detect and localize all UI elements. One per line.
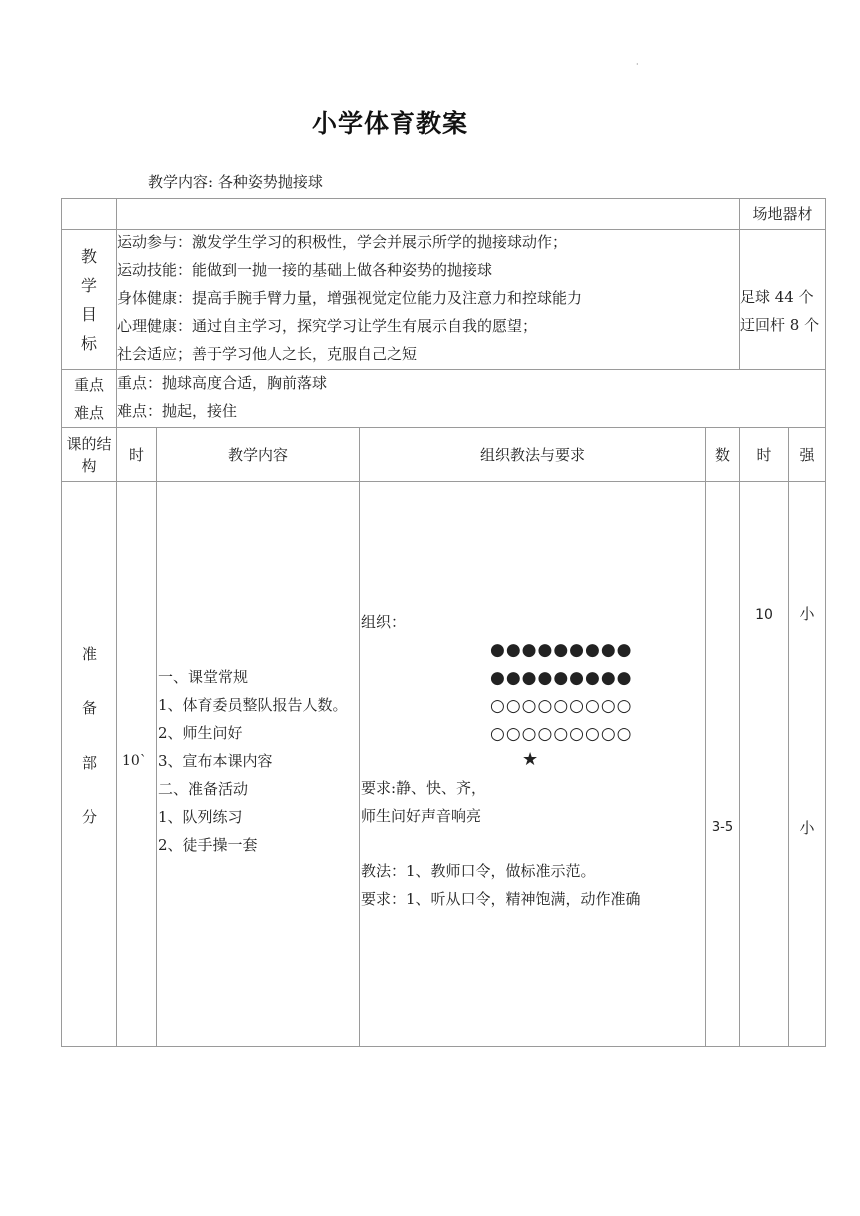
method-line: 要求：1、听从口令，精神饱满，动作准确 [361,890,641,908]
organization-label: 组织： [361,613,407,631]
prep-count: 3-5 [711,820,734,835]
formation-row-hollow: ○○○○○○○○○ [490,724,633,744]
prep-content-line: 2、师生问好 [158,724,243,742]
goals-label-char: 标 [80,333,97,353]
prep-content [158,663,363,863]
prep-label [62,482,116,1046]
key-points-label-line: 重点 [73,375,104,394]
header-structure-line: 构 [81,456,97,475]
header-structure-line: 课的结 [66,434,112,453]
header-intensity: 强 [799,445,815,464]
header-count: 数 [714,445,730,464]
key-points-label [62,370,116,427]
goal-line: 心理健康：通过自主学习，探究学习让学生有展示自我的愿望； [117,317,538,335]
formation-row-hollow: ○○○○○○○○○ [490,696,633,716]
header-time: 时 [128,445,144,464]
prep-intensity: 小 [799,605,815,623]
header-method: 组织教法与要求 [479,445,585,464]
requirement-line: 师生问好声音响亮 [361,807,482,825]
formation-row-filled: ●●●●●●●●● [490,640,633,660]
prep-time: 10` [122,753,147,769]
equipment-header: 场地器材 [752,205,813,223]
teacher-star-icon: ★ [522,749,539,770]
key-point-line: 重点：抛球高度合适，胸前落球 [117,374,328,392]
prep-content-line: 一、课堂常规 [158,668,249,686]
prep-content-line: 1、队列练习 [158,808,243,826]
goals-label [62,230,116,369]
requirement-line: 要求:静、快、齐， [361,779,487,797]
method-line: 教法：1、教师口令，做标准示范。 [361,862,596,880]
prep-label-char: 部 [82,754,98,772]
prep-content-line: 二、准备活动 [158,780,249,798]
page-title: 小学体育教案 [311,109,468,138]
goals-label-char: 目 [80,304,97,324]
equipment-item: 足球 44 个 [740,288,814,306]
goal-line: 运动参与：激发学生学习的积极性，学会并展示所学的抛接球动作； [117,233,568,251]
goal-line: 身体健康：提高手腕手臂力量，增强视觉定位能力及注意力和控球能力 [117,289,583,307]
goal-line: 社会适应；善于学习他人之长，克服自己之短 [117,345,418,363]
prep-label-char: 备 [82,699,98,717]
prep-content-line: 1、体育委员整队报告人数。 [158,696,348,714]
prep-label-char: 准 [82,645,98,663]
prep-label-char: 分 [82,808,98,826]
lesson-content-line: 教学内容: 各种姿势抛接球 [148,173,323,191]
prep-content-line: 2、徒手操一套 [158,836,258,854]
header-structure [62,428,116,481]
goal-line: 运动技能：能做到一抛一接的基础上做各种姿势的抛接球 [117,261,493,279]
goals-text [117,228,739,369]
goals-label-char: 学 [80,275,97,295]
header-content: 教学内容 [227,445,288,464]
prep-content-line: 3、宣布本课内容 [158,752,273,770]
key-points-text [117,369,817,427]
prep-intensity: 小 [799,819,815,837]
goals-label-char: 教 [80,246,97,266]
prep-duration: 10 [755,607,773,623]
page-mark: · [636,60,639,69]
formation-row-filled: ●●●●●●●●● [490,668,633,688]
equipment-list [740,283,826,343]
key-point-line: 难点：抛起，接住 [117,402,238,420]
prep-requirements [361,774,701,830]
header-duration: 时 [756,445,772,464]
equipment-item: 迂回杆 8 个 [740,316,820,334]
prep-method [361,857,704,913]
key-points-label-line: 难点 [73,403,104,422]
